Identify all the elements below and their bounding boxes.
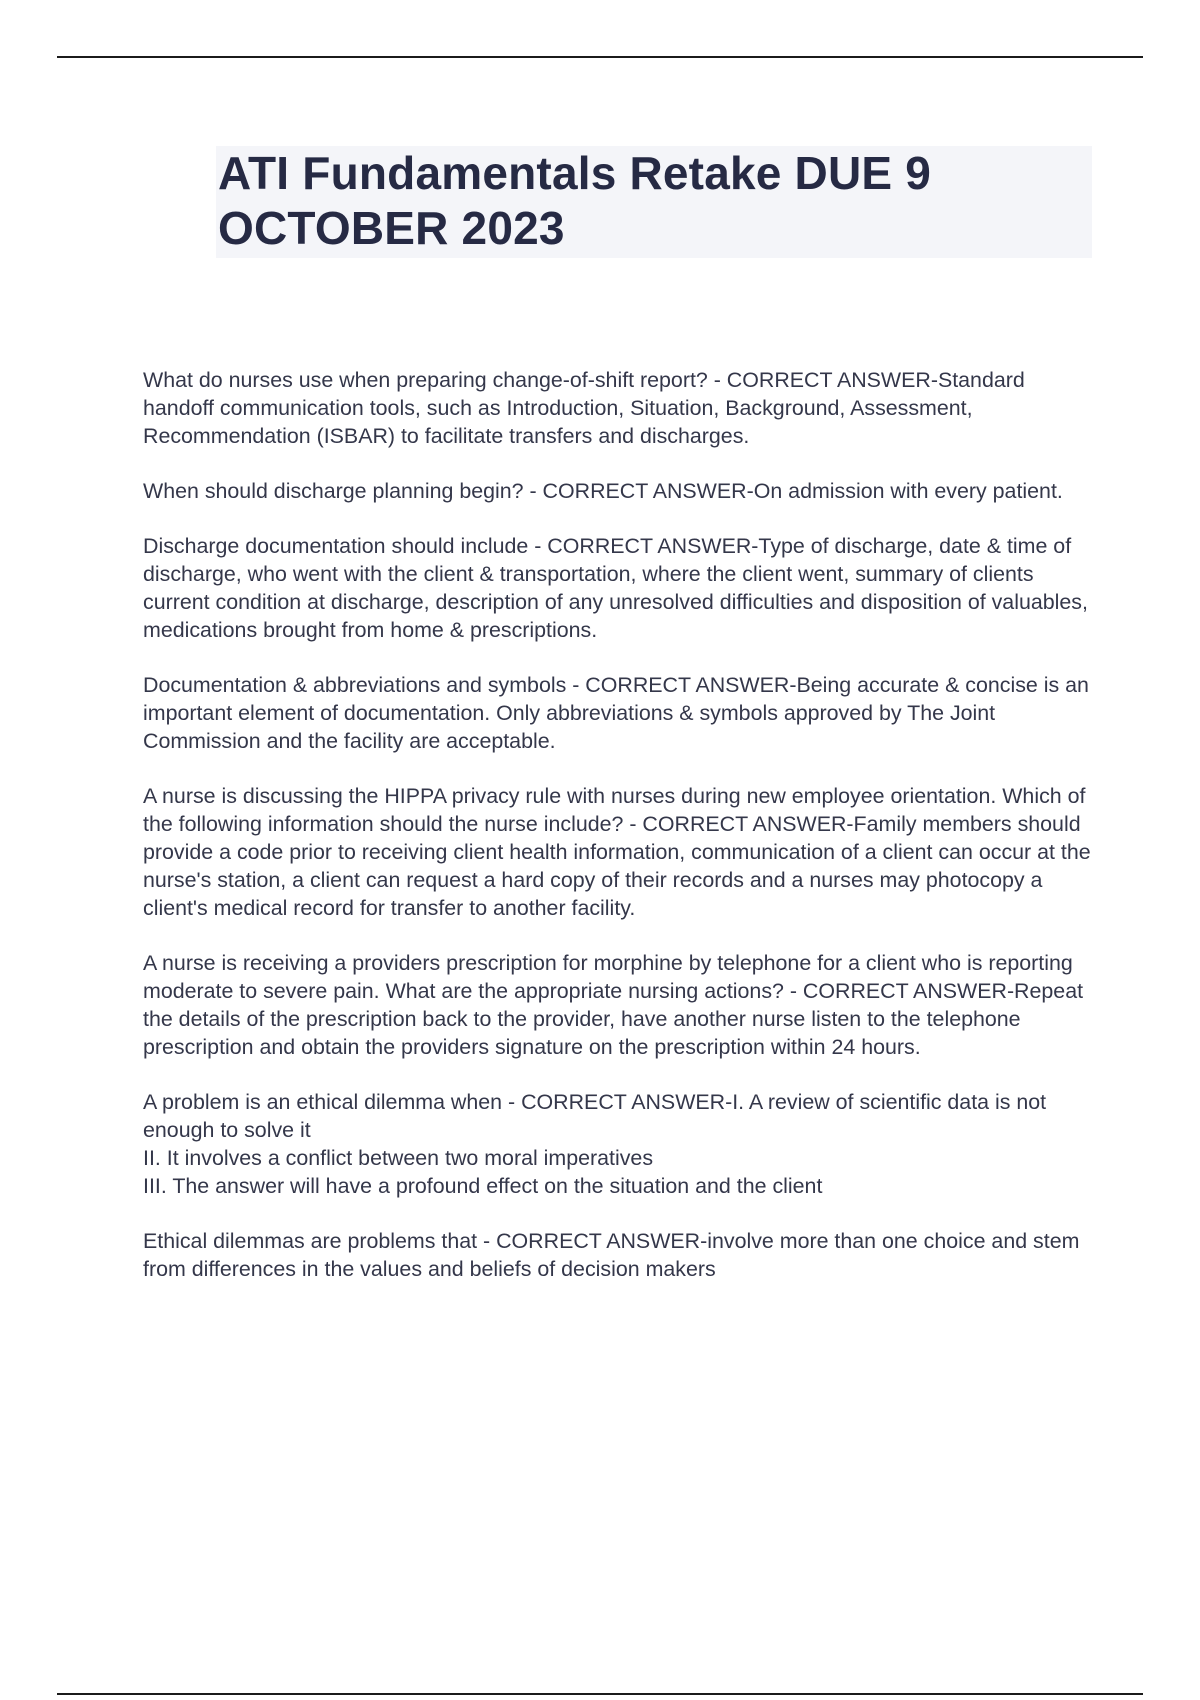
document-title: ATI Fundamentals Retake DUE 9 OCTOBER 2023 <box>218 147 932 254</box>
qa-item-abbreviations-symbols: Documentation & abbreviations and symbols - CORRECT ANSWER-Being accurate & concise is an important element of documentation. Only abbreviations & symbols approved by The Joint Commission and the facility are acceptable. <box>143 673 1089 753</box>
bottom-rule <box>57 1693 1143 1695</box>
qa-list <box>143 366 1093 1310</box>
qa-item-telephone-prescription: A nurse is receiving a providers prescription for morphine by telephone for a client who is reporting moderate to severe pain. What are the appropriate nursing actions? - CORRECT ANSWER-Repeat the details of the prescription back to the provider, have another nurse listen to the telephone prescription and obtain the providers signature on the prescription within 24 hours. <box>143 951 1084 1059</box>
qa-item-change-of-shift: What do nurses use when preparing change-of-shift report? - CORRECT ANSWER-Standard handoff communication tools, such as Introduction, Situation, Background, Assessment, Recommendation (ISBAR) to facilitate transfers and discharges. <box>143 368 1025 448</box>
qa-item-hippa-privacy: A nurse is discussing the HIPPA privacy rule with nurses during new employee orientation. Which of the following information should the nurse include? - CORRECT ANSWER-Family members should provide a code prior to receiving client health information, communication of a client can occur at the nurse's station, a client can request a hard copy of their records and a nurses may photocopy a client's medical record for transfer to another facility. <box>143 784 1091 920</box>
qa-item-ethical-dilemmas-are: Ethical dilemmas are problems that - CORRECT ANSWER-involve more than one choice and stem from differences in the values and beliefs of decision makers <box>143 1229 1080 1281</box>
qa-item-ethical-dilemma-when: A problem is an ethical dilemma when - CORRECT ANSWER-I. A review of scientific data is not enough to solve it II. It involves a conflict between two moral imperatives III. The answer will have a profound effect on the situation and the client <box>143 1090 1047 1198</box>
qa-item-discharge-planning: When should discharge planning begin? - CORRECT ANSWER-On admission with every patient. <box>143 479 1063 503</box>
qa-item-discharge-documentation: Discharge documentation should include - CORRECT ANSWER-Type of discharge, date & time of discharge, who went with the client & transportation, where the client went, summary of clients current condition at discharge, description of any unresolved difficulties and disposition of valuables, medications brought from home & prescriptions. <box>143 534 1088 642</box>
top-rule <box>57 56 1143 58</box>
title-block <box>216 146 1092 258</box>
